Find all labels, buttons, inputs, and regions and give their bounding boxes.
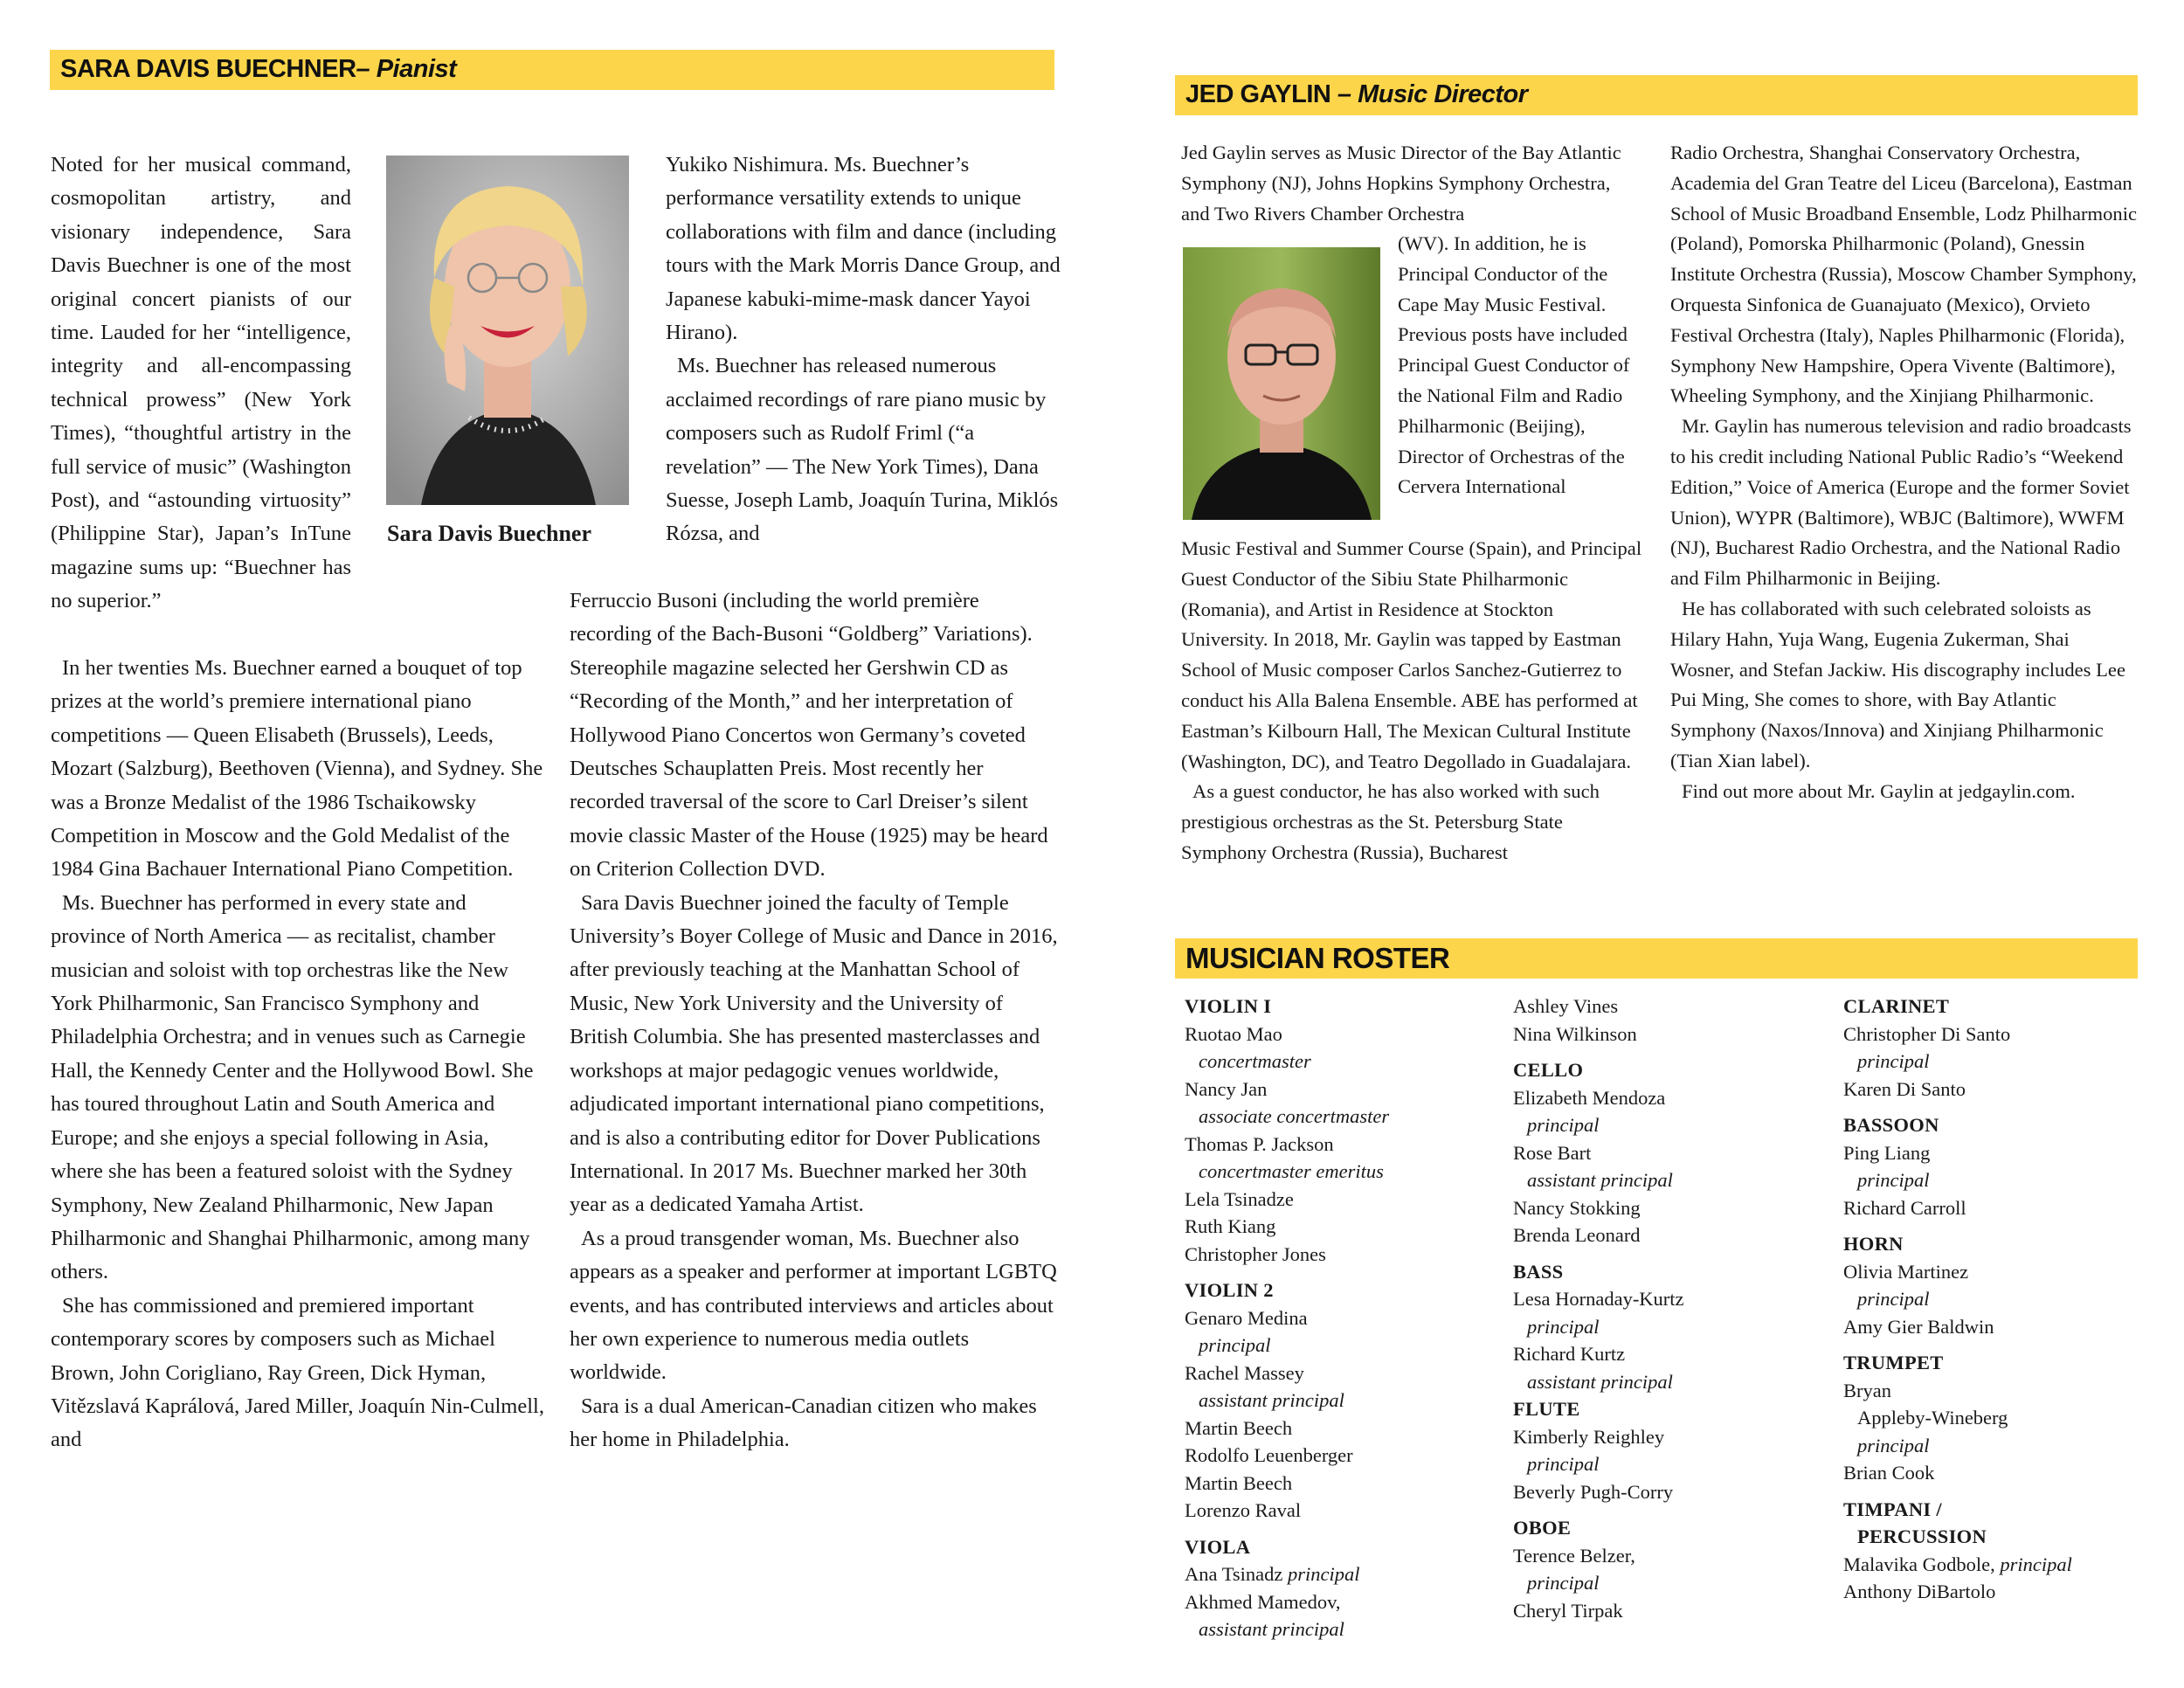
musician-role: principal xyxy=(1527,1315,1600,1338)
musician xyxy=(1185,1560,1499,1588)
musician: Ruth Kiang xyxy=(1185,1215,1276,1237)
roster-header-bar xyxy=(1175,938,2138,979)
roster-col2 xyxy=(1513,993,1828,1624)
musician-role: assistant principal xyxy=(1199,1389,1344,1411)
gaylin-heading xyxy=(1185,80,1528,109)
musician: Nancy Jan xyxy=(1185,1077,1268,1100)
musician: Bryan xyxy=(1843,1379,1891,1401)
section-trumpet: TRUMPET xyxy=(1843,1352,1944,1373)
musician: Karen Di Santo xyxy=(1843,1077,1966,1100)
buechner-lgbtq-paragraph: As a proud transgender woman, Ms. Buechner also appears as a speaker and performer at important LGBTQ events, and has contributed interviews and articles about her own experience to numerous media outlets worldwide. xyxy=(570,1226,1057,1385)
section-timpani: TIMPANI / xyxy=(1843,1498,1942,1520)
musician: Martin Beech xyxy=(1185,1471,1293,1494)
musician: Anthony DiBartolo xyxy=(1843,1581,1996,1602)
gaylin-col1-wrap xyxy=(1398,229,1635,502)
buechner-recordings-cont: Ferruccio Busoni (including the world première recording of the Bach-Busoni “Goldberg” Variations). Stereophile magazine selected her Gershwin CD as “Recording of the Month,” and her interpretation of Hollywood Piano Concertos won Germany’s coveted Deutsches Schauplatten Preis. Most recently her recorded traversal of the score to Carl Dreiser’s silent movie classic Master of the House (1925) may be heard on Criterion Collection DVD. xyxy=(570,589,1048,882)
buechner-commissions-paragraph: She has commissioned and premiered important contemporary scores by composers such as Michael Brown, John Corigliano, Ray Green, Dick Hyman, Vitězslavá Kaprálová, Jared Miller, Joaquín Nin-Culmell, and xyxy=(51,1293,544,1452)
gaylin-col2 xyxy=(1670,138,2138,807)
buechner-performances-paragraph: Ms. Buechner has performed in every state and province of North America — as recitalist, chamber musician and soloist with top orchestras like the New York Philharmonic, San Francisco Symphony and Philadelphia Orchestra; and in venues such as Carnegie Hall, the Kennedy Center and the Hollywood Bowl. She has toured throughout Latin and South America and Europe; and she enjoys a special following in Asia, where she has been a featured soloist with the Sydney Symphony, New Zealand Philharmonic, New Japan Philharmonic and Shanghai Philharmonic, among many others. xyxy=(51,890,534,1284)
section-violin2: VIOLIN 2 xyxy=(1185,1279,1274,1301)
buechner-heading xyxy=(60,55,456,84)
musician-role: principal xyxy=(1857,1288,1930,1310)
musician: Rose Bart xyxy=(1513,1141,1592,1164)
section-clarinet: CLARINET xyxy=(1843,995,1950,1017)
roster-col1 xyxy=(1185,993,1499,1643)
buechner-col2-full xyxy=(570,585,1063,1457)
gaylin-header-bar xyxy=(1175,75,2138,115)
musician: Terence Belzer, xyxy=(1513,1544,1635,1567)
section-viola: VIOLA xyxy=(1185,1535,1251,1558)
musician: Nina Wilkinson xyxy=(1513,1022,1637,1045)
musician-cont: Appleby-Wineberg xyxy=(1857,1407,2008,1429)
buechner-col1-wrap xyxy=(51,149,351,619)
section-bassoon: BASSOON xyxy=(1843,1114,1939,1136)
musician: Christopher Di Santo xyxy=(1843,1022,2011,1045)
musician-name: Malavika Godbole, xyxy=(1843,1553,1995,1575)
musician: Ping Liang xyxy=(1843,1141,1931,1164)
buechner-recordings-paragraph: Ms. Buechner has released numerous acclaimed recordings of rare piano music by composers such as Rudolf Friml (“a revelation” — The New York Times), Dana Suesse, Joseph Lamb, Joaquín Turina, Miklós Rózsa, and xyxy=(666,354,1059,546)
musician-role: concertmaster emeritus xyxy=(1199,1160,1384,1182)
buechner-header-bar xyxy=(50,50,1054,90)
musician-role: assistant principal xyxy=(1527,1169,1673,1191)
musician-role: concertmaster xyxy=(1199,1050,1311,1072)
buechner-citizen-paragraph: Sara is a dual American-Canadian citizen who makes her home in Philadelphia. xyxy=(570,1394,1037,1452)
musician: Akhmed Mamedov, xyxy=(1185,1590,1341,1613)
musician-role: principal xyxy=(1199,1334,1271,1356)
musician-name: Ana Tsinadz xyxy=(1185,1563,1283,1585)
buechner-col2-wrap xyxy=(666,149,1063,551)
musician xyxy=(1843,1551,2138,1579)
gaylin-soloists-paragraph: He has collaborated with such celebrated soloists as Hilary Hahn, Yuja Wang, Eugenia Zukerman, Shai Wosner, and Stefan Jackiw. His discography includes Lee Pui Ming, She comes to shore, with Bay Atlantic Symphony (Naxos/Innova) and Xinjiang Philharmonic (Tian Xian label). xyxy=(1670,597,2125,771)
section-oboe: OBOE xyxy=(1513,1517,1572,1539)
musician: Ashley Vines xyxy=(1513,995,1619,1017)
roster-title: MUSICIAN ROSTER xyxy=(1185,942,1450,974)
musician-role: principal xyxy=(1857,1434,1930,1456)
section-cello: CELLO xyxy=(1513,1059,1584,1081)
buechner-competitions-paragraph: In her twenties Ms. Buechner earned a bouquet of top prizes at the world’s premiere international piano competitions — Queen Elisabeth (Brussels), Leeds, Mozart (Salzburg), Beethoven (Vienna), and Sydney. She was a Bronze Medalist of the 1986 Tschaikowsky Competition in Moscow and the Gold Medalist of the 1984 Gina Bachauer International Piano Competition. xyxy=(51,656,543,882)
musician: Rodolfo Leuenberger xyxy=(1185,1444,1353,1466)
musician: Elizabeth Mendoza xyxy=(1513,1086,1666,1109)
buechner-name: SARA DAVIS BUECHNER xyxy=(60,55,356,83)
musician: Cheryl Tirpak xyxy=(1513,1599,1623,1622)
buechner-collab-paragraph: Yukiko Nishimura. Ms. Buechner’s performance versatility extends to unique collaborations with film and dance (including tours with the Mark Morris Dance Group, and Japanese kabuki-mime-mask dancer Yayoi Hirano). xyxy=(666,153,1061,345)
musician-role: principal xyxy=(1857,1050,1930,1072)
musician: Beverly Pugh-Corry xyxy=(1513,1480,1674,1503)
gaylin-orchestras-paragraph: Radio Orchestra, Shanghai Conservatory Orchestra, Academia del Gran Teatre del Liceu (Barcelona), Eastman School of Music Broadband Ensemble, Lodz Philharmonic (Poland), Pomorska Philharmonic (Poland), Gnessin Institute Orchestra (Russia), Moscow Chamber Symphony, Orquesta Sinfonica de Guanajuato (Mexico), Orvieto Festival Orchestra (Italy), Naples Philharmonic (Florida), Symphony New Hampshire, Opera Vivente (Baltimore), Wheeling Symphony, and the Xinjiang Philharmonic. xyxy=(1670,142,2137,407)
musician-role: assistant principal xyxy=(1199,1618,1344,1640)
gaylin-guest-paragraph: As a guest conductor, he has also worked with such prestigious orchestras as the St. Petersburg State Symphony Orchestra (Russia), Bucharest xyxy=(1181,780,1600,863)
musician-role: principal xyxy=(1527,1114,1600,1136)
section-horn: HORN xyxy=(1843,1233,1904,1255)
buechner-col1-full xyxy=(51,652,544,1457)
musician: Christopher Jones xyxy=(1185,1242,1326,1265)
musician: Kimberly Reighley xyxy=(1513,1425,1665,1448)
musician: Richard Carroll xyxy=(1843,1196,1966,1219)
musician: Brenda Leonard xyxy=(1513,1224,1641,1246)
musician-role: principal xyxy=(2000,1553,2072,1575)
musician: Martin Beech xyxy=(1185,1416,1293,1439)
musician: Brian Cook xyxy=(1843,1462,1935,1484)
musician: Rachel Massey xyxy=(1185,1361,1304,1384)
buechner-intro-paragraph: Noted for her musical command, cosmopolitan artistry, and visionary independence, Sara Davis Buechner is one of the most original concert pianists of our time. Lauded for her “intelligence, integrity and all-encompassing technical prowess” (New York Times), “thoughtful artistry in the full service of music” (Washington Post), and “astounding virtuosity” (Philippine Star), Japan’s InTune magazine sums up: “Buechner has no superior.” xyxy=(51,153,351,613)
musician: Ruotao Mao xyxy=(1185,1022,1282,1045)
buechner-faculty-paragraph: Sara Davis Buechner joined the faculty of Temple University’s Boyer College of Music and Dance in 2016, after previously teaching at the Manhattan School of Music, New York University and the University of British Columbia. She has presented masterclasses and workshops at major pedagogic venues worldwide, adjudicated important international piano competitions, and is also a contributing editor for Dover Publications International. In 2017 Ms. Buechner marked her 30th year as a dedicated Yamaha Artist. xyxy=(570,890,1058,1217)
musician: Genaro Medina xyxy=(1185,1306,1308,1329)
musician-role: principal xyxy=(1527,1453,1600,1475)
gaylin-name: JED GAYLIN xyxy=(1185,80,1331,108)
musician: Lesa Hornaday-Kurtz xyxy=(1513,1288,1684,1310)
musician: Lorenzo Raval xyxy=(1185,1499,1302,1521)
musician: Richard Kurtz xyxy=(1513,1343,1626,1365)
gaylin-col1-top xyxy=(1181,138,1635,229)
gaylin-photo xyxy=(1183,247,1380,520)
musician-role: associate concertmaster xyxy=(1199,1105,1390,1127)
section-percussion: PERCUSSION xyxy=(1857,1525,1987,1547)
buechner-photo xyxy=(386,156,629,505)
buechner-photo-caption: Sara Davis Buechner xyxy=(387,521,591,546)
musician: Nancy Stokking xyxy=(1513,1196,1641,1219)
musician-role: principal xyxy=(1287,1563,1360,1585)
section-bass: BASS xyxy=(1513,1260,1564,1283)
gaylin-posts-paragraph: (WV). In addition, he is Principal Conductor of the Cape May Music Festival. Previous posts have included Principal Guest Conductor of the National Film and Radio Philharmonic (Beijing), Director of Orchestras of the Cervera International xyxy=(1398,232,1630,498)
roster-col3 xyxy=(1843,993,2138,1606)
musician: Lela Tsinadze xyxy=(1185,1187,1294,1210)
gaylin-role: – Music Director xyxy=(1330,80,1528,108)
section-violin1: VIOLIN I xyxy=(1185,995,1272,1017)
musician: Amy Gier Baldwin xyxy=(1843,1315,1994,1338)
gaylin-col1-rest xyxy=(1181,534,1644,868)
musician: Olivia Martinez xyxy=(1843,1260,1969,1283)
buechner-role: – Pianist xyxy=(356,55,457,83)
musician-role: principal xyxy=(1857,1169,1930,1191)
musician-role: principal xyxy=(1527,1572,1600,1594)
musician: Thomas P. Jackson xyxy=(1185,1132,1334,1155)
gaylin-website-paragraph: Find out more about Mr. Gaylin at jedgaylin.com. xyxy=(1682,779,2076,802)
gaylin-broadcasts-paragraph: Mr. Gaylin has numerous television and radio broadcasts to his credit including National Public Radio’s “Weekend Edition,” Voice of America (Europe and the former Soviet Union), WYPR (Baltimore), WBJC (Baltimore), WWFM (NJ), Bucharest Radio Orchestra, and the National Radio and Film Philharmonic in Beijing. xyxy=(1670,415,2132,590)
musician-role: assistant principal xyxy=(1527,1370,1673,1393)
section-flute: FLUTE xyxy=(1513,1398,1580,1420)
gaylin-festival-paragraph: Music Festival and Summer Course (Spain), and Principal Guest Conductor of the Sibiu State Philharmonic (Romania), and Artist in Residence at Stockton University. In 2018, Mr. Gaylin was tapped by Eastman School of Music composer Carlos Sanchez-Gutierrez to conduct his Alla Balena Ensemble. ABE has performed at Eastman’s Kilbourn Hall, The Mexican Cultural Institute (Washington, DC), and Teatro Degollado in Guadalajara. xyxy=(1181,537,1642,772)
gaylin-intro-paragraph: Jed Gaylin serves as Music Director of the Bay Atlantic Symphony (NJ), Johns Hopkins Symphony Orchestra, and Two Rivers Chamber Orchestra xyxy=(1181,142,1621,225)
